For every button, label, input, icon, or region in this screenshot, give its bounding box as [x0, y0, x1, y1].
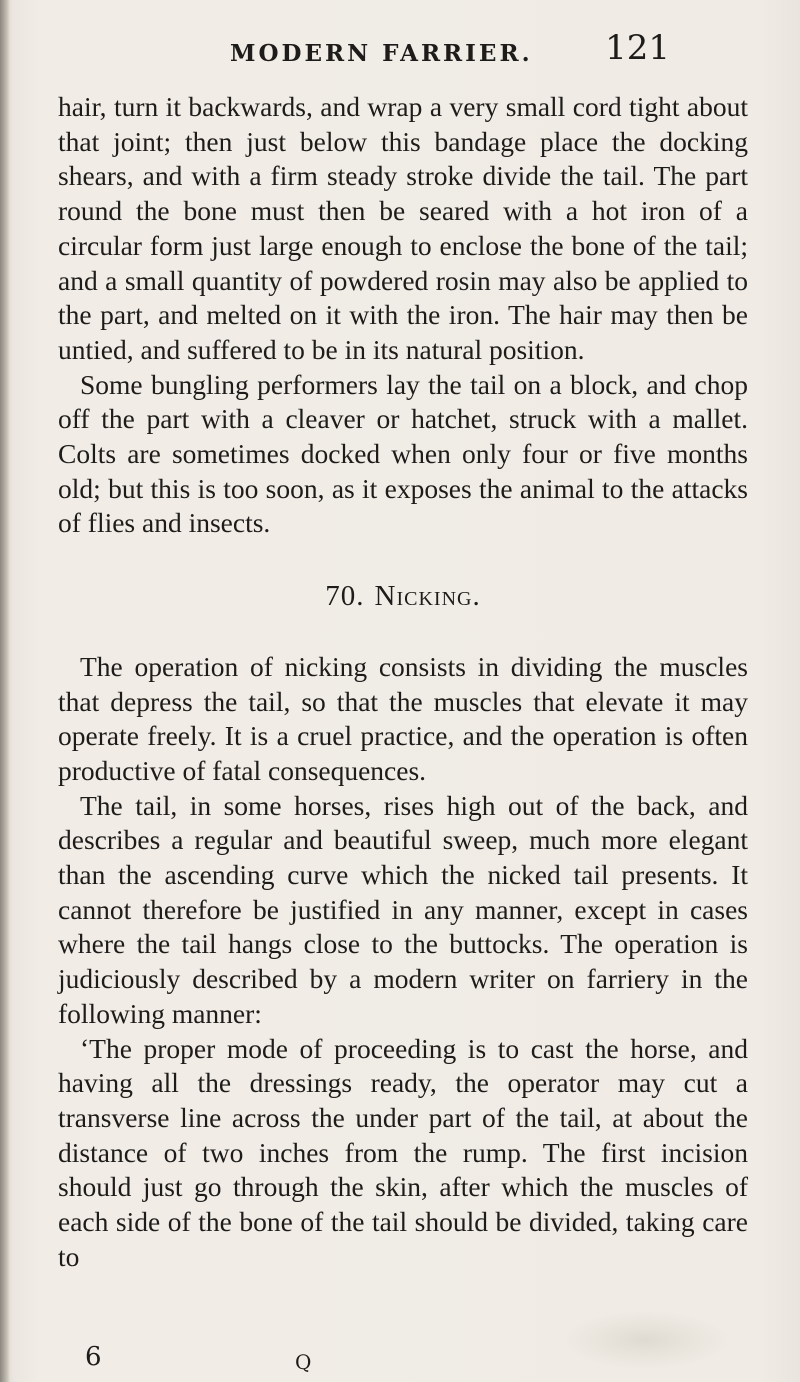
paragraph: Some bungling performers lay the tail on a block, and chop off the part with a cleaver or hatchet, struck with a mallet. Colts are sometimes docked when only four or five months old; but this is too soon, as it exposes the animal to the attacks of flies and insects. [58, 368, 748, 539]
body-text [58, 90, 748, 1275]
page-number: 121 [605, 28, 670, 68]
signature-mark: 6 [85, 1342, 102, 1372]
paragraph: ‘The proper mode of proceeding is to cast the horse, and having all the dressings ready, the operator may cut a transverse line across the under part of the tail, at about the distance of two inches from the rump. The first incision should just go through the skin, after which the muscles of each side of the bone of the tail should be divided, taking care to [58, 1032, 748, 1272]
section-title: Nicking. [374, 580, 481, 613]
page-header [230, 28, 670, 76]
paper-stain [560, 1310, 730, 1370]
page-footer [85, 1342, 465, 1378]
page-gutter-shadow [0, 0, 10, 1382]
paragraph: The tail, in some horses, rises high out of the back, and describes a regular and beautiful sweep, much more elegant than the ascending curve which the nicked tail presents. It cannot therefore be justified in any manner, except in cases where the tail hangs close to the buttocks. The operation is judiciously described by a modern writer on farriery in the following manner: [58, 789, 748, 1029]
section-number: 70. [325, 580, 365, 613]
section-heading [58, 579, 748, 614]
paragraph: hair, turn it backwards, and wrap a very small cord tight about that joint; then just below this bandage place the docking shears, and with a firm steady stroke divide the tail. The part round the bone must then be seared with a hot iron of a circular form just large enough to enclose the bone of the tail; and a small quantity of powdered rosin may also be applied to the part, and melted on it with the iron. The hair may then be untied, and suffered to be in its natural position. [58, 91, 748, 365]
paragraph: The operation of nicking consists in dividing the muscles that depress the tail, so that the muscles that elevate it may operate freely. It is a cruel practice, and the operation is often productive of fatal consequences. [58, 650, 748, 786]
running-head: MODERN FARRIER. [230, 40, 533, 67]
signature-letter: Q [295, 1350, 312, 1374]
